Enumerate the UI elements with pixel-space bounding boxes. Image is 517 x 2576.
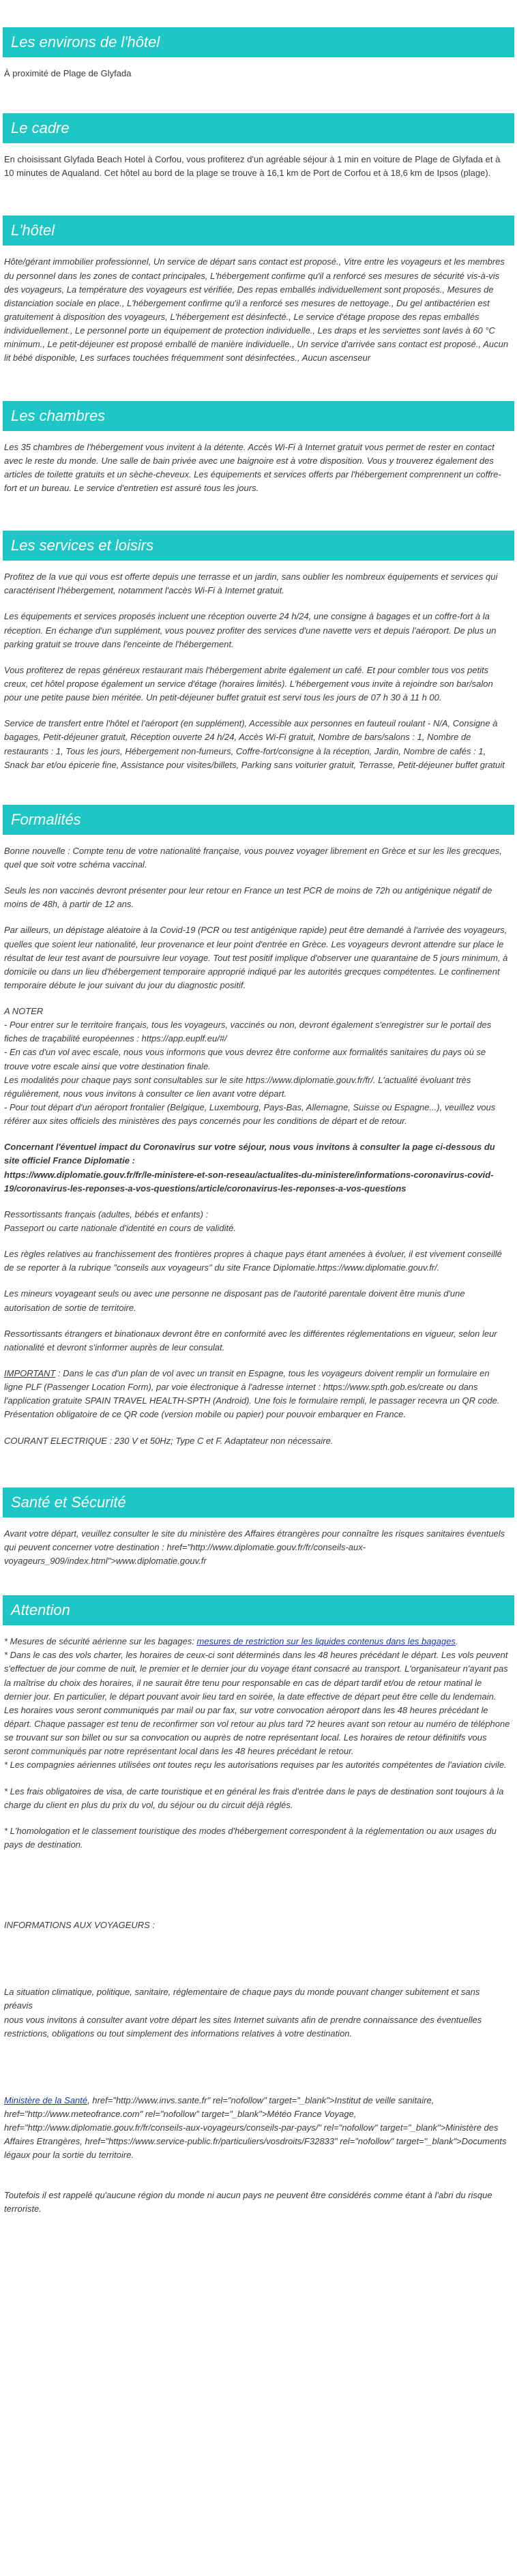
note-line: - Pour tout départ d'un aéroport frontalier (Belgique, Luxembourg, Pays-Bas, Allemagne, Suisse ou Espagne...), veuillez vous référer aux sites officiels des ministères des pays concernés pour les conditions de départ et de retour. bbox=[4, 1102, 496, 1127]
note-title: A NOTER bbox=[4, 1006, 44, 1017]
section-heading-attention: Attention bbox=[3, 1595, 514, 1625]
important-paragraph bbox=[3, 1367, 514, 1422]
services-paragraph: Service de transfert entre l'hôtel et l'aéroport (en supplément), Accessible aux personnes en fauteuil roulant - N/A, Consigne à bagages, Petit-déjeuner gratuit, Réception ouverte 24 h/24, Accès Wi-Fi gratuit, Nombre de bars/salons : 1, Nombre de restaurants : 1, Tous les jours, Hébergement non-fumeurs, Coffre-fort/consigne à la réception, Jardin, Nombre de cafés : 1, Snack bar et/ou épicerie fine, Assistance pour visites/billets, Parking sans voiturier gratuit, Terrasse, Petit-déjeuner buffet gratuit bbox=[4, 718, 505, 770]
cadre-text: En choisissant Glyfada Beach Hotel à Corfou, vous profiterez d'un agréable séjour à 1 min en voiture de Plage de Glyfada et à 10 minutes de Aqualand. Cet hôtel au bord de la plage se trouve à 16,1 km de Port de Corfou et à 18,6 km de Ipsos (plage). bbox=[4, 154, 501, 179]
section-heading-hotel: L'hôtel bbox=[3, 216, 514, 246]
formalites-p2: Seuls les non vaccinés devront présenter pour leur retour en France un test PCR de moins de 72h ou antigénique négatif de moins de 48h, à partir de 12 ans. bbox=[4, 885, 492, 910]
covid-notice: Concernant l'éventuel impact du Coronavirus sur votre séjour, nous vous invitons à consulter la page ci-dessous du site officiel France Diplomatie : https://www.diplomatie.gouv.fr/fr/le-ministere-et-son-reseau/actualites-du-ministere/informations-coronavirus-covid-19/coronavirus-les-reponses-a-vos-questions/article/coronavirus-les-reponses-a-vos-questions bbox=[4, 1142, 495, 1194]
etrangers-text: Ressortissants étrangers et binationaux devront être en conformité avec les différentes réglementations en vigueur, selon leur nationalité et devront s'informer auprès de leur consulat. bbox=[4, 1328, 497, 1352]
situation-text: La situation climatique, politique, sanitaire, réglementaire de chaque pays du monde pouvant changer subitement et sans préavis nous vous invitons à consulter avant votre départ les sites Internet suivants afin de prendre connaissance des éventuelles restrictions, obligations ou tout simplement des informations relatives à votre destination. bbox=[4, 1987, 482, 2039]
note-line: - En cas d'un vol avec escale, nous vous informons que vous devrez être conforme aux formalités sanitaires du pays où se trouve votre escale ainsi que votre destination finale. bbox=[4, 1047, 486, 1071]
hotel-text: Hôte/gérant immobilier professionnel, Un service de départ sans contact est proposé., Vitre entre les voyageurs et les membres du personnel dans les zones de contact principales, L'hébergement confirme qu'il a renforcé ses mesures de sécurité vis-à-vis des voyageurs, La température des voyageurs est vérifiée, Des repas emballés individuellement sont proposés., Mesures de distanciation sociale en place., L'hébergement confirme qu'il a renforcé ses mesures de nettoyage., Du gel antibactérien est gratuitement à disposition des voyageurs, L'hébergement est désinfecté., Le service d'étage propose des repas emballés individuellement., Le personnel porte un équipement de protection individuelle., Les draps et les serviettes sont lavés à 60 °C minimum., Le petit-déjeuner est proposé emballé de manière individuelle., Un service d'arrivée sans contact est proposé., Aucun lit bébé disponible, Les surfaces touchées fréquemment sont désinfectées., Aucun ascenseur bbox=[4, 256, 509, 364]
section-heading-sante: Santé et Sécurité bbox=[3, 1487, 514, 1518]
important-text: : Dans le cas d'un plan de vol avec un transit en Espagne, tous les voyageurs doivent remplir un formulaire en ligne PLF (Passenger Location Form), par voie électronique à l'adresse internet : https://www.spth.gob.es/create ou dans l'application gratuite SPAIN TRAVEL HEALTH-SPTH (Android). Une fois le formulaire rempli, le passager recevra un QR code. Présentation obligatoire de ce QR code (version mobile ou papier) pour pouvoir embarquer en France. bbox=[4, 1368, 500, 1420]
section-heading-formalites: Formalités bbox=[3, 805, 514, 835]
infos-voyageurs: INFORMATIONS AUX VOYAGEURS : bbox=[4, 1920, 156, 1931]
sante-text: Avant votre départ, veuillez consulter le site du ministère des Affaires étrangères pour connaître les risques sanitaires éventuels qui peuvent concerner votre destination : href="http://www.diplomatie.gouv.fr/fr/conseils-aux-voyageurs_909/index.html">www.diplomatie.gouv.fr bbox=[4, 1528, 505, 1566]
bagages-paragraph bbox=[3, 1635, 514, 1648]
toutefois-text: Toutefois il est rappelé qu'aucune région du monde ni aucun pays ne peuvent être considérés comme étant à l'abri du risque terroriste. bbox=[4, 2189, 492, 2214]
note-line: - Pour entrer sur le territoire français, tous les voyageurs, vaccinés ou non, devront également s'enregistrer sur le portail des fiches de traçabilité européennes : https://app.euplf.eu/#/ bbox=[4, 1020, 492, 1044]
courant-text: COURANT ELECTRIQUE : 230 V et 50Hz; Type C et F. Adaptateur non nécessaire. bbox=[4, 1435, 334, 1446]
formalites-p3: Par ailleurs, un dépistage aléatoire à la Covid-19 (PCR ou test antigénique rapide) peut être demandé à l'arrivée des voyageurs, quelles que soient leur nationalité, leur provenance et leur point d'entrée en Grèce. Les voyageurs devront attendre sur place le résultat de leur test avant de poursuivre leur voyage. Tout test positif implique d'observer une quarantaine de 5 jours minimum, à domicile ou dans un lieu d'hébergement temporaire approprié indiqué par les autorités grecques compétentes. Le confinement temporaire débute le jour suivant du jour du diagnostic positif. bbox=[4, 925, 508, 990]
chambres-text: Les 35 chambres de l'hébergement vous invitent à la détente. Accès Wi-Fi à Internet gratuit vous permet de rester en contact avec le reste du monde. Une salle de bain privée avec une baignoire est à votre disposition. Vous y trouverez également des articles de toilette gratuits et un sèche-cheveux. Les équipements et services offerts par l'hébergement comprennent un coffre-fort et un bureau. Le service d'entretien est assuré tous les jours. bbox=[4, 441, 501, 493]
services-paragraph: Vous profiterez de repas généreux restaurant mais l'hébergement abrite également un café. Et pour combler tous vos petits creux, cet hôtel propose également un service d'étage (horaires limités). L'hébergement vous invite à rejoindre son bar/salon pour une petite pause bien méritée. Un petit-déjeuner buffet gratuit est servi tous les jours de 07 h 30 à 11 h 00. bbox=[4, 664, 493, 703]
section-heading-environs: Les environs de l'hôtel bbox=[3, 27, 514, 57]
ressortissants-text: Ressortissants français (adultes, bébés et enfants) : Passeport ou carte nationale d'identité en cours de validité. bbox=[4, 1209, 236, 1234]
important-label: IMPORTANT bbox=[4, 1368, 56, 1379]
environs-text: À proximité de Plage de Glyfada bbox=[4, 68, 132, 78]
bagages-suffix: . bbox=[455, 1636, 458, 1647]
section-heading-cadre: Le cadre bbox=[3, 113, 514, 143]
ministere-rest: , href="http://www.invs.sante.fr" rel="nofollow" target="_blank">Institut de veille sanitaire, href="http://www.meteofrance.com" rel="nofollow" target="_blank">Météo France Voyage, href="http://www.diplomatie.gouv.fr/fr/conseils-aux-voyageurs/conseils-par-pays/" rel="nofollow" target="_blank">Ministère des Affaires Etrangères, href="https://www.service-public.fr/particuliers/vosdroits/F32833" rel="nofollow" target="_blank">Documents légaux pour la sortie du territoire. bbox=[4, 2094, 507, 2161]
ministere-sante-link[interactable]: Ministère de la Santé bbox=[4, 2094, 88, 2105]
section-heading-services: Les services et loisirs bbox=[3, 531, 514, 561]
horaires-text: * Dans le cas des vols charter, les horaires de ceux-ci sont déterminés dans les 48 heures précédant le départ. Les vols peuvent s'effectuer de jour comme de nuit, le premier et le dernier jour du voyage étant consacré au transport. L'organisateur n'ayant pas la maîtrise du choix des horaires, il ne saurait être tenu pour responsable en cas de départ tardif et/ou de retour matinal le dernier jour. En particulier, le départ pouvant avoir lieu tard en soirée, la date effective de départ peut être celle du lendemain. Les horaires vous seront communiqués par mail ou par fax, sur votre convocation aéroport dans les 48 heures précédant le départ. Chaque passager est tenu de reconfirmer son vol retour au plus tard 72 heures avant son retour au numéro de téléphone se trouvant sur son billet ou sur sa convocation ou auprès de notre représentant local. Les horaires de retour définitifs vous seront communiqués par notre représentant local dans les 48 heures précédant le retour. bbox=[4, 1650, 510, 1757]
regles-text: Les règles relatives au franchissement des frontières propres à chaque pays étant amenées à évoluer, il est vivement conseillé de se reporter à la rubrique "conseils aux voyageurs" du site France Diplomatie.https://www.diplomatie.gouv.fr/. bbox=[4, 1249, 502, 1273]
compagnies-text: * Les compagnies aériennes utilisées ont toutes reçu les autorisations requises par les autorités compétentes de l'aviation civile. bbox=[4, 1760, 507, 1771]
mineurs-text: Les mineurs voyageant seuls ou avec une personne ne disposant pas de l'autorité parentale doivent être munis d'une autorisation de sortie de territoire. bbox=[4, 1288, 465, 1313]
services-paragraph: Profitez de la vue qui vous est offerte depuis une terrasse et un jardin, sans oublier les nombreux équipements et services qui caractérisent l'hébergement, notamment l'accès Wi-Fi à Internet gratuit. bbox=[4, 572, 498, 596]
homologation-text: * L'homologation et le classement touristique des modes d'hébergement correspondent à la réglementation ou aux usages du pays de destination. bbox=[4, 1825, 497, 1850]
services-paragraph: Les équipements et services proposés incluent une réception ouverte 24 h/24, une consigne à bagages et un coffre-fort à la réception. En échange d'un supplément, vous pouvez profiter des services d'une navette vers et depuis l'aéroport. De plus un parking gratuit se trouve dans l'enceinte de l'hébergement. bbox=[4, 611, 497, 649]
section-heading-chambres: Les chambres bbox=[3, 401, 514, 431]
bagages-prefix: * Mesures de sécurité aérienne sur les bagages: bbox=[4, 1636, 197, 1647]
note-line: Les modalités pour chaque pays sont consultables sur le site https://www.diplomatie.gouv.fr/fr/. L'actualité évoluant très régulièrement, nous vous invitons à consulter ce lien avant votre départ. bbox=[4, 1074, 471, 1099]
frais-text: * Les frais obligatoires de visa, de carte touristique et en général les frais d'entrée dans le pays de destination sont toujours à la charge du client en plus du prix du vol, du séjour ou du circuit déjà réglés. bbox=[4, 1786, 504, 1810]
ministere-paragraph bbox=[3, 2094, 514, 2163]
formalites-p1: Bonne nouvelle : Compte tenu de votre nationalité française, vous pouvez voyager librement en Grèce et sur les îles grecques, quel que soit votre schéma vaccinal. bbox=[4, 845, 502, 870]
liquides-link[interactable]: mesures de restriction sur les liquides contenus dans les bagages bbox=[196, 1636, 456, 1647]
